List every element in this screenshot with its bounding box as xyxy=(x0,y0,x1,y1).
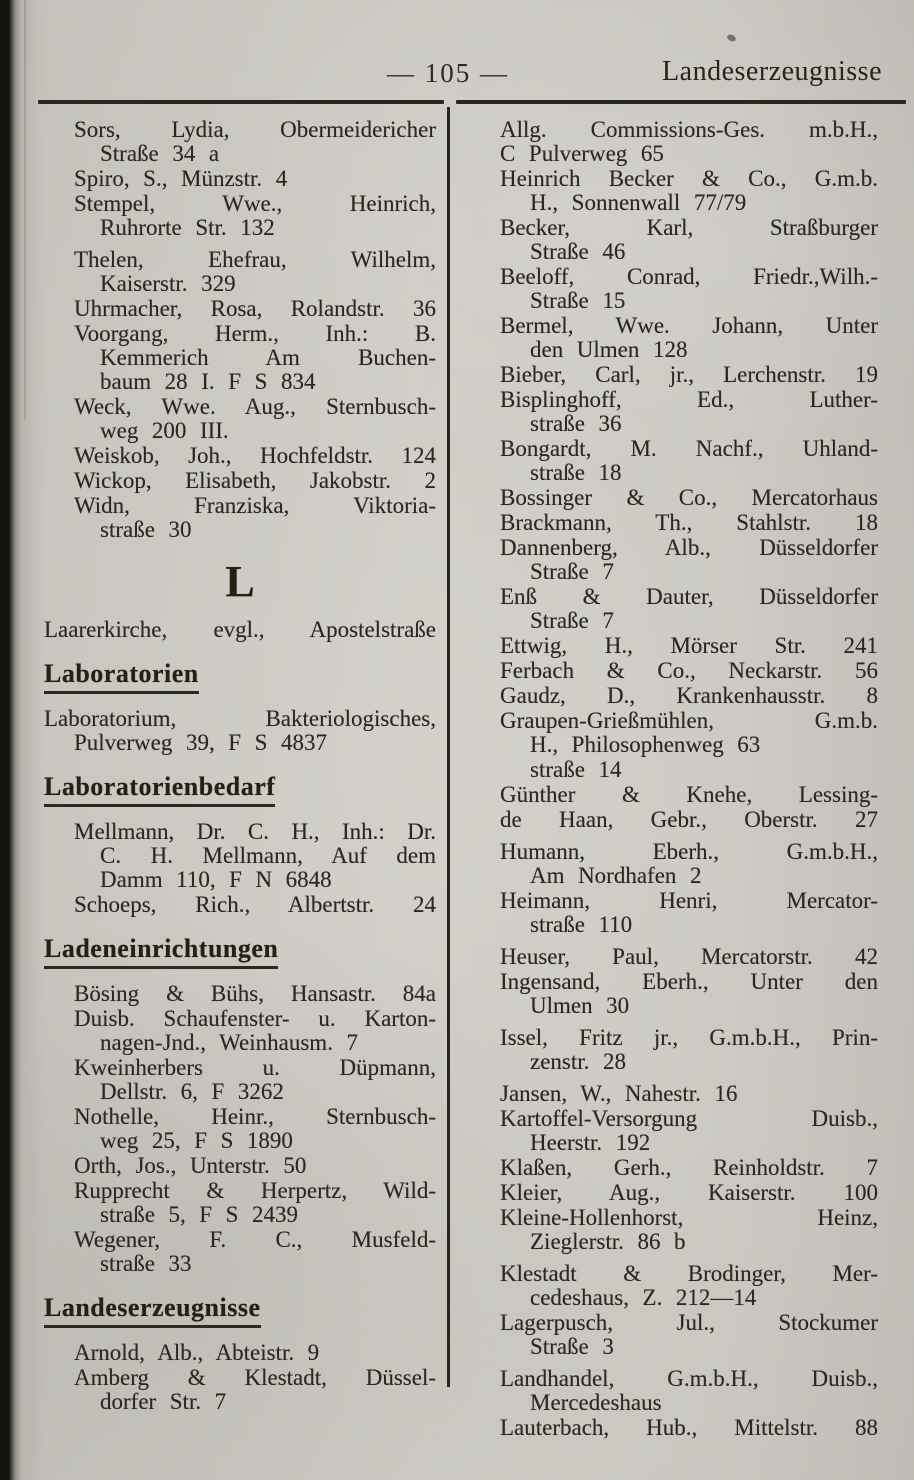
entry-line: Straße 7 xyxy=(530,559,614,584)
entry-line: straße 33 xyxy=(100,1251,192,1276)
entry-line: den Ulmen 128 xyxy=(530,337,688,362)
directory-entry xyxy=(500,388,878,436)
directory-entry xyxy=(500,1181,878,1205)
entry-line: Bossinger & Co., Mercatorhaus xyxy=(500,485,878,510)
directory-entry xyxy=(44,248,436,296)
entry-line: baum 28 I. F S 834 xyxy=(100,369,316,394)
entry-line: Uhrmacher, Rosa, Rolandstr. 36 xyxy=(74,296,436,321)
entry-line: Gaudz, D., Krankenhausstr. 8 xyxy=(500,683,878,708)
directory-entry xyxy=(44,395,436,443)
entry-line: Weck, Wwe. Aug., Sternbusch- xyxy=(74,394,436,419)
directory-entry xyxy=(500,1082,878,1106)
directory-entry xyxy=(44,167,436,191)
entry-line: Günther & Knehe, Lessing- xyxy=(500,782,878,807)
entry-line: Thelen, Ehefrau, Wilhelm, xyxy=(74,247,436,272)
entry-line: Jansen, W., Nahestr. 16 xyxy=(500,1081,738,1106)
entry-line: Lagerpusch, Jul., Stockumer xyxy=(500,1310,878,1335)
entry-line: straße 14 xyxy=(530,757,622,782)
entry-line: Mellmann, Dr. C. H., Inh.: Dr. xyxy=(74,819,436,844)
directory-entry xyxy=(44,893,436,917)
entry-line: Wickop, Elisabeth, Jakobstr. 2 xyxy=(74,468,436,493)
directory-entry xyxy=(44,1105,436,1153)
entry-line: H., Philosophenweg 63 xyxy=(530,732,761,757)
entry-line: straße 30 xyxy=(100,517,192,542)
right-column xyxy=(500,118,878,1441)
running-header: Landeserzeugnisse xyxy=(662,56,882,87)
directory-entry xyxy=(44,192,436,240)
entry-line: Orth, Jos., Unterstr. 50 xyxy=(74,1153,307,1178)
entry-line: C. H. Mellmann, Auf dem xyxy=(100,843,436,868)
entry-line: zenstr. 28 xyxy=(530,1049,626,1074)
entry-line: Nothelle, Heinr., Sternbusch- xyxy=(74,1104,436,1129)
entry-line: H., Sonnenwall 77/79 xyxy=(530,190,747,215)
entry-line: weg 200 III. xyxy=(100,418,229,443)
directory-entry xyxy=(44,1007,436,1055)
directory-entry xyxy=(500,840,878,888)
directory-entry xyxy=(500,945,878,969)
directory-entry xyxy=(500,1416,878,1440)
entry-line: Mercedeshaus xyxy=(530,1390,662,1415)
directory-entry xyxy=(500,1107,878,1155)
entry-line: Kartoffel-Versorgung Duisb., xyxy=(500,1106,878,1131)
book-gutter-shadow xyxy=(0,0,36,1480)
directory-entry xyxy=(44,820,436,892)
directory-entry xyxy=(500,536,878,584)
directory-entry xyxy=(500,709,878,757)
directory-entry xyxy=(500,363,878,387)
category-heading xyxy=(44,1293,436,1328)
directory-entry xyxy=(500,167,878,215)
page-number: — 105 — xyxy=(387,58,509,88)
entry-line: Ettwig, H., Mörser Str. 241 xyxy=(500,633,878,658)
entry-line: Bieber, Carl, jr., Lerchenstr. 19 xyxy=(500,362,878,387)
entry-line: Amberg & Klestadt, Düssel- xyxy=(74,1365,436,1390)
entry-line: Heinrich Becker & Co., G.m.b. xyxy=(500,166,878,191)
entry-line: Klestadt & Brodinger, Mer- xyxy=(500,1261,878,1286)
entry-line: Landhandel, G.m.b.H., Duisb., xyxy=(500,1366,878,1391)
directory-entry xyxy=(500,511,878,535)
entry-line: Heerstr. 192 xyxy=(530,1130,651,1155)
entry-line: Bisplinghoff, Ed., Luther- xyxy=(500,387,878,412)
directory-entry xyxy=(500,758,878,782)
ink-speck xyxy=(726,33,737,42)
category-heading xyxy=(44,934,436,969)
directory-entry xyxy=(44,297,436,321)
directory-entry xyxy=(500,118,878,166)
category-heading-text: Ladeneinrichtungen xyxy=(44,934,278,969)
entry-line: Arnold, Alb., Abteistr. 9 xyxy=(74,1340,320,1365)
entry-line: Humann, Eberh., G.m.b.H., xyxy=(500,839,878,864)
entry-line: Dellstr. 6, F 3262 xyxy=(100,1079,284,1104)
left-column xyxy=(44,118,436,1415)
entry-line: Ulmen 30 xyxy=(530,993,630,1018)
entry-line: Graupen-Grießmühlen, G.m.b. xyxy=(500,708,878,733)
column-divider xyxy=(447,107,450,1387)
directory-entry xyxy=(500,314,878,362)
entry-line: Straße 7 xyxy=(530,608,614,633)
directory-entry xyxy=(500,1206,878,1254)
entry-line: straße 110 xyxy=(530,912,633,937)
directory-entry xyxy=(500,808,878,832)
entry-line: Dannenberg, Alb., Düsseldorfer xyxy=(500,535,878,560)
directory-entry xyxy=(44,982,436,1006)
entry-line: Schoeps, Rich., Albertstr. 24 xyxy=(74,892,436,917)
entry-line: Kemmerich Am Buchen- xyxy=(100,345,436,370)
entry-line: Issel, Fritz jr., G.m.b.H., Prin- xyxy=(500,1025,878,1050)
entry-line: Ingensand, Eberh., Unter den xyxy=(500,969,878,994)
directory-entry xyxy=(44,444,436,468)
directory-entry xyxy=(500,1367,878,1415)
entry-line: Sors, Lydia, Obermeidericher xyxy=(74,117,436,142)
directory-entry xyxy=(44,118,436,166)
directory-entry xyxy=(44,1366,436,1414)
directory-entry xyxy=(500,216,878,264)
directory-entry xyxy=(44,707,436,755)
entry-line: Heimann, Henri, Mercator- xyxy=(500,888,878,913)
entry-line: Enß & Dauter, Düsseldorfer xyxy=(500,584,878,609)
entry-line: straße 36 xyxy=(530,411,622,436)
directory-entry xyxy=(500,585,878,633)
entry-line: weg 25, F S 1890 xyxy=(100,1128,293,1153)
entry-line: Spiro, S., Münzstr. 4 xyxy=(74,166,288,191)
entry-line: de Haan, Gebr., Oberstr. 27 xyxy=(500,807,878,832)
directory-entry xyxy=(500,889,878,937)
directory-entry xyxy=(44,1154,436,1178)
entry-line: Damm 110, F N 6848 xyxy=(100,867,332,892)
entry-line: Kaiserstr. 329 xyxy=(100,271,236,296)
entry-line: Klaßen, Gerh., Reinholdstr. 7 xyxy=(500,1155,878,1180)
entry-line: Becker, Karl, Straßburger xyxy=(500,215,878,240)
entry-line: Voorgang, Herm., Inh.: B. xyxy=(74,321,436,346)
entry-line: Brackmann, Th., Stahlstr. 18 xyxy=(500,510,878,535)
entry-line: Wegener, F. C., Musfeld- xyxy=(74,1227,436,1252)
entry-line: Laboratorium, Bakteriologisches, xyxy=(44,706,436,731)
entry-line: C Pulverweg 65 xyxy=(500,141,664,166)
entry-line: straße 5, F S 2439 xyxy=(100,1202,299,1227)
category-heading-text: Laboratorienbedarf xyxy=(44,772,275,807)
category-heading xyxy=(44,772,436,807)
entry-line: Rupprecht & Herpertz, Wild- xyxy=(74,1178,436,1203)
directory-entry xyxy=(500,1262,878,1310)
entry-line: Straße 3 xyxy=(530,1334,614,1359)
directory-entry xyxy=(44,1179,436,1227)
entry-line: Lauterbach, Hub., Mittelstr. 88 xyxy=(500,1415,878,1440)
entry-line: Widn, Franziska, Viktoria- xyxy=(74,493,436,518)
entry-line: Allg. Commissions-Ges. m.b.H., xyxy=(500,117,878,142)
header-rule-left xyxy=(38,100,444,104)
entry-line: Pulverweg 39, F S 4837 xyxy=(74,730,327,755)
entry-line: Bermel, Wwe. Johann, Unter xyxy=(500,313,878,338)
entry-line: Beeloff, Conrad, Friedr.,Wilh.- xyxy=(500,264,878,289)
entry-line: nagen-Jnd., Weinhausm. 7 xyxy=(100,1030,359,1055)
directory-entry xyxy=(44,618,436,642)
category-heading xyxy=(44,659,436,694)
directory-entry xyxy=(44,1228,436,1276)
entry-line: Ruhrorte Str. 132 xyxy=(100,215,275,240)
entry-line: Stempel, Wwe., Heinrich, xyxy=(74,191,436,216)
entry-line: Straße 34 a xyxy=(100,141,220,166)
entry-line: straße 18 xyxy=(530,460,622,485)
directory-entry xyxy=(44,1056,436,1104)
entry-line: Bongardt, M. Nachf., Uhland- xyxy=(500,436,878,461)
directory-entry xyxy=(500,1156,878,1180)
entry-line: Ferbach & Co., Neckarstr. 56 xyxy=(500,658,878,683)
entry-line: Laarerkirche, evgl., Apostelstraße xyxy=(44,617,436,642)
directory-entry xyxy=(500,486,878,510)
directory-entry xyxy=(44,469,436,493)
directory-entry xyxy=(500,684,878,708)
entry-line: Kleier, Aug., Kaiserstr. 100 xyxy=(500,1180,878,1205)
directory-entry xyxy=(500,1026,878,1074)
directory-entry xyxy=(500,1311,878,1359)
entry-line: Kweinherbers u. Düpmann, xyxy=(74,1055,436,1080)
directory-entry xyxy=(500,437,878,485)
entry-line: dorfer Str. 7 xyxy=(100,1389,227,1414)
header-rule-right xyxy=(456,100,906,104)
entry-line: Heuser, Paul, Mercatorstr. 42 xyxy=(500,944,878,969)
entry-line: Duisb. Schaufenster- u. Karton- xyxy=(74,1006,436,1031)
section-letter: L xyxy=(225,557,255,606)
directory-entry xyxy=(500,783,878,807)
entry-line: Am Nordhafen 2 xyxy=(530,863,702,888)
entry-line: Zieglerstr. 86 b xyxy=(530,1229,686,1254)
entry-line: Kleine-Hollenhorst, Heinz, xyxy=(500,1205,878,1230)
directory-entry xyxy=(500,659,878,683)
directory-entry xyxy=(44,322,436,394)
directory-entry xyxy=(500,970,878,1018)
directory-entry xyxy=(44,494,436,542)
entry-line: Weiskob, Joh., Hochfeldstr. 124 xyxy=(74,443,436,468)
paper-crease xyxy=(24,0,26,420)
category-heading-text: Landeserzeugnisse xyxy=(44,1293,261,1328)
directory-entry xyxy=(44,1341,436,1365)
entry-line: Straße 15 xyxy=(530,288,626,313)
category-heading-text: Laboratorien xyxy=(44,659,199,694)
directory-entry xyxy=(500,634,878,658)
entry-line: Bösing & Bühs, Hansastr. 84a xyxy=(74,981,436,1006)
entry-line: Straße 46 xyxy=(530,239,626,264)
entry-line: cedeshaus, Z. 212—14 xyxy=(530,1285,757,1310)
directory-entry xyxy=(500,265,878,313)
